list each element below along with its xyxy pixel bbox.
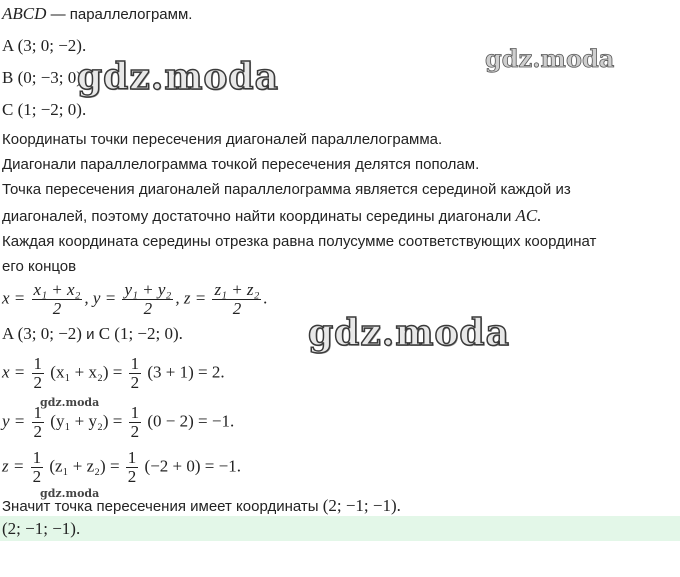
z-lhs: z = [2,456,25,476]
formula-end: . [263,288,268,308]
watermark-logo: gdz.moda [77,56,279,98]
paragraph-5: Каждая координата середины отрезка равна полусумме соответствующих координат [2,233,597,250]
half-num: 1 [130,403,140,422]
paragraph-4-text: диагоналей, поэтому достаточно найти координаты середины диагонали [2,208,512,225]
x-lhs: x = [2,362,26,382]
y-computation [2,404,234,441]
half-den: 2 [130,373,140,392]
conjunction: и [86,326,95,343]
answer: (2; −1; −1). [2,519,81,538]
half-den: 2 [127,467,137,486]
watermark-small-1: gdz.moda [40,396,100,409]
answer-box [0,516,680,541]
formula-y-lhs: , y = [84,288,117,308]
watermark-top-right: gdz.moda [485,44,615,73]
z-result: (−2 + 0) = −1. [144,456,241,476]
fraction-x-den: 2 [52,299,62,318]
parallelogram-text: — параллелограмм. [50,6,193,23]
half-num: 1 [33,403,43,422]
point-c-repeat: C (1; −2; 0). [98,324,183,343]
paragraph-3: Точка пересечения диагоналей параллелограмма является серединой каждой из [2,181,571,198]
y-mid: (y₁ + y₂) = [50,411,123,431]
half-den: 2 [32,467,42,486]
x-computation [2,355,225,392]
fraction-y-num: y₁ + y₂ [124,280,172,299]
z-mid: (z₁ + z₂) = [49,456,120,476]
conclusion-coords: (2; −1; −1). [322,496,401,515]
fraction-y-den: 2 [143,299,153,318]
paragraph-6: его концов [2,258,77,275]
points-ac-line [2,324,183,344]
fraction-y [122,281,173,318]
problem-statement-line [2,4,192,24]
point-a-repeat: A (3; 0; −2) [2,324,82,343]
y-result: (0 − 2) = −1. [147,411,235,431]
parallelogram-name: ABCD [2,4,47,23]
paragraph-4 [2,206,542,226]
x-result: (3 + 1) = 2. [147,362,225,382]
conclusion-text: Значит точка пересечения имеет координаты [2,498,319,515]
paragraph-1: Координаты точки пересечения диагоналей параллелограмма. [2,131,443,148]
half-den: 2 [33,422,43,441]
x-mid: (x₁ + x₂) = [50,362,123,382]
point-a: A (3; 0; −2). [2,36,87,55]
half-num: 1 [130,354,140,373]
watermark-small-2: gdz.moda [40,487,100,500]
half-num: 1 [127,448,137,467]
point-c: C (1; −2; 0). [2,100,87,119]
fraction-z [212,281,261,318]
diagonal-ac: AC. [515,206,542,225]
fraction-x-num: x₁ + x₂ [33,280,81,299]
half-num: 1 [33,354,43,373]
half-den: 2 [33,373,43,392]
formula-x-lhs: x = [2,288,26,308]
fraction-z-den: 2 [232,299,242,318]
fraction-z-num: z₁ + z₂ [214,280,260,299]
fraction-x [32,281,83,318]
watermark-logo-2: gdz.moda [308,312,510,354]
paragraph-2: Диагонали параллелограмма точкой пересечения делятся пополам. [2,156,480,173]
point-b: B (0; −3; 0). [2,68,87,87]
y-lhs: y = [2,411,26,431]
half-den: 2 [130,422,140,441]
z-computation [2,449,241,486]
half-num: 1 [32,448,42,467]
midpoint-formula [2,281,268,318]
conclusion-line [2,496,401,516]
formula-z-lhs: , z = [175,288,207,308]
